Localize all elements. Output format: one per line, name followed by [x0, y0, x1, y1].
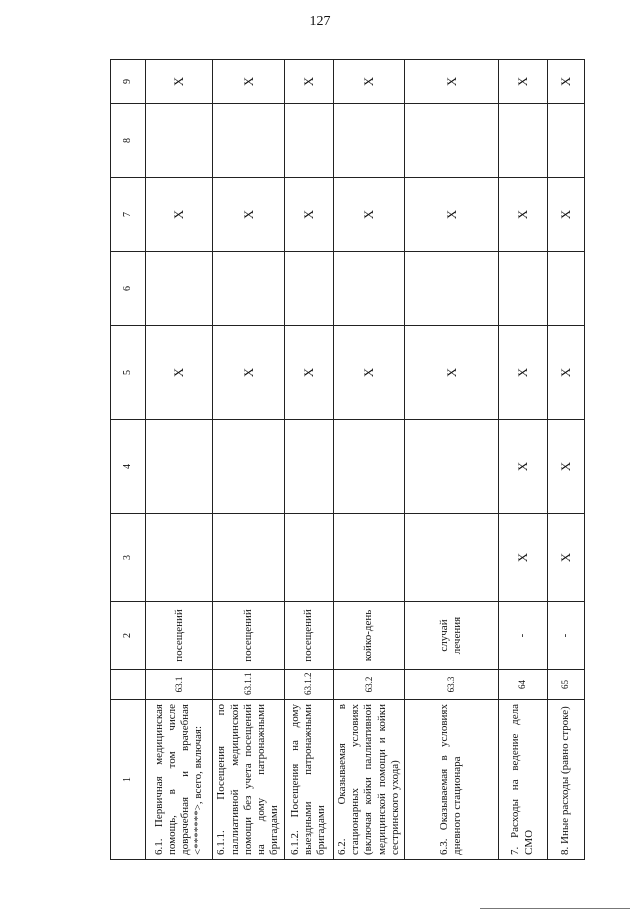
- row-code: 63.2: [333, 670, 404, 700]
- cell: [146, 252, 213, 326]
- cell: X: [146, 178, 213, 252]
- cell: X: [498, 514, 547, 602]
- cell: [284, 514, 333, 602]
- cell: [333, 420, 404, 514]
- cell: X: [547, 60, 584, 104]
- table-row: [213, 60, 284, 860]
- row-code: 63.1.2: [284, 670, 333, 700]
- cell: [146, 514, 213, 602]
- cell: [498, 252, 547, 326]
- table-row: [498, 60, 547, 860]
- cell: X: [284, 60, 333, 104]
- cell: [284, 104, 333, 178]
- cell: [213, 420, 284, 514]
- cell: [213, 514, 284, 602]
- cell: [405, 104, 498, 178]
- row-name: 7. Расходы на ведение дела СМО: [498, 700, 547, 860]
- header-row: [111, 60, 146, 860]
- row-unit: -: [547, 602, 584, 670]
- row-unit: посещений: [213, 602, 284, 670]
- table-row: [333, 60, 404, 860]
- cell: X: [333, 326, 404, 420]
- cell: X: [146, 60, 213, 104]
- cell: X: [146, 326, 213, 420]
- table-row: [284, 60, 333, 860]
- page-number: 127: [309, 14, 331, 29]
- header-cell: 9: [111, 60, 146, 104]
- row-name: 6.3. Оказываемая в условиях дневного стационара: [405, 700, 498, 860]
- row-name: 8. Иные расходы (равно строке): [547, 700, 584, 860]
- cell: [146, 104, 213, 178]
- data-table: [110, 59, 585, 860]
- cell: X: [333, 178, 404, 252]
- cell: X: [284, 178, 333, 252]
- rotated-table-container: [110, 60, 585, 860]
- table-row: [547, 60, 584, 860]
- cell: [284, 252, 333, 326]
- row-name: 6.1.1. Посещения по паллиативной медицинской помощи без учета посещений на дому патронажными бригадами: [213, 700, 284, 860]
- cell: X: [498, 420, 547, 514]
- cell: X: [405, 326, 498, 420]
- cell: [213, 104, 284, 178]
- header-cell: 7: [111, 178, 146, 252]
- cell: X: [498, 326, 547, 420]
- cell: [213, 252, 284, 326]
- cell: [333, 252, 404, 326]
- row-code: 63.1.1: [213, 670, 284, 700]
- header-cell: 6: [111, 252, 146, 326]
- header-cell: 4: [111, 420, 146, 514]
- cell: [547, 252, 584, 326]
- row-code: 63.3: [405, 670, 498, 700]
- cell: [284, 420, 333, 514]
- row-unit: случай лечения: [405, 602, 498, 670]
- header-cell: 5: [111, 326, 146, 420]
- cell: X: [547, 420, 584, 514]
- row-code: 63.1: [146, 670, 213, 700]
- row-code: 64: [498, 670, 547, 700]
- row-name: 6.1. Первичная медицинская помощь, в том числе доврачебная и врачебная <*******>, всего, включая:: [146, 700, 213, 860]
- scan-edge-line: [480, 908, 630, 909]
- cell: X: [405, 178, 498, 252]
- row-unit: койко-день: [333, 602, 404, 670]
- cell: X: [547, 178, 584, 252]
- header-cell: 1: [111, 700, 146, 860]
- cell: [333, 104, 404, 178]
- cell: [547, 104, 584, 178]
- row-unit: посещений: [284, 602, 333, 670]
- cell: X: [498, 60, 547, 104]
- header-cell: 2: [111, 602, 146, 670]
- cell: [405, 252, 498, 326]
- row-name: 6.1.2. Посещения на дому выездными патронажными бригадами: [284, 700, 333, 860]
- cell: X: [498, 178, 547, 252]
- cell: X: [405, 60, 498, 104]
- row-unit: посещений: [146, 602, 213, 670]
- cell: X: [333, 60, 404, 104]
- cell: [333, 514, 404, 602]
- cell: [146, 420, 213, 514]
- row-unit: -: [498, 602, 547, 670]
- table-row: [146, 60, 213, 860]
- cell: [405, 420, 498, 514]
- cell: X: [213, 60, 284, 104]
- row-name: 6.2. Оказываемая в стационарных условиях (включая койки паллиативной медицинской помощи и койки сестринского ухода): [333, 700, 404, 860]
- cell: X: [213, 326, 284, 420]
- cell: X: [547, 326, 584, 420]
- header-cell: 8: [111, 104, 146, 178]
- table-row: [405, 60, 498, 860]
- cell: X: [213, 178, 284, 252]
- header-cell-code: [111, 670, 146, 700]
- row-code: 65: [547, 670, 584, 700]
- cell: X: [284, 326, 333, 420]
- cell: X: [547, 514, 584, 602]
- cell: [498, 104, 547, 178]
- header-cell: 3: [111, 514, 146, 602]
- cell: [405, 514, 498, 602]
